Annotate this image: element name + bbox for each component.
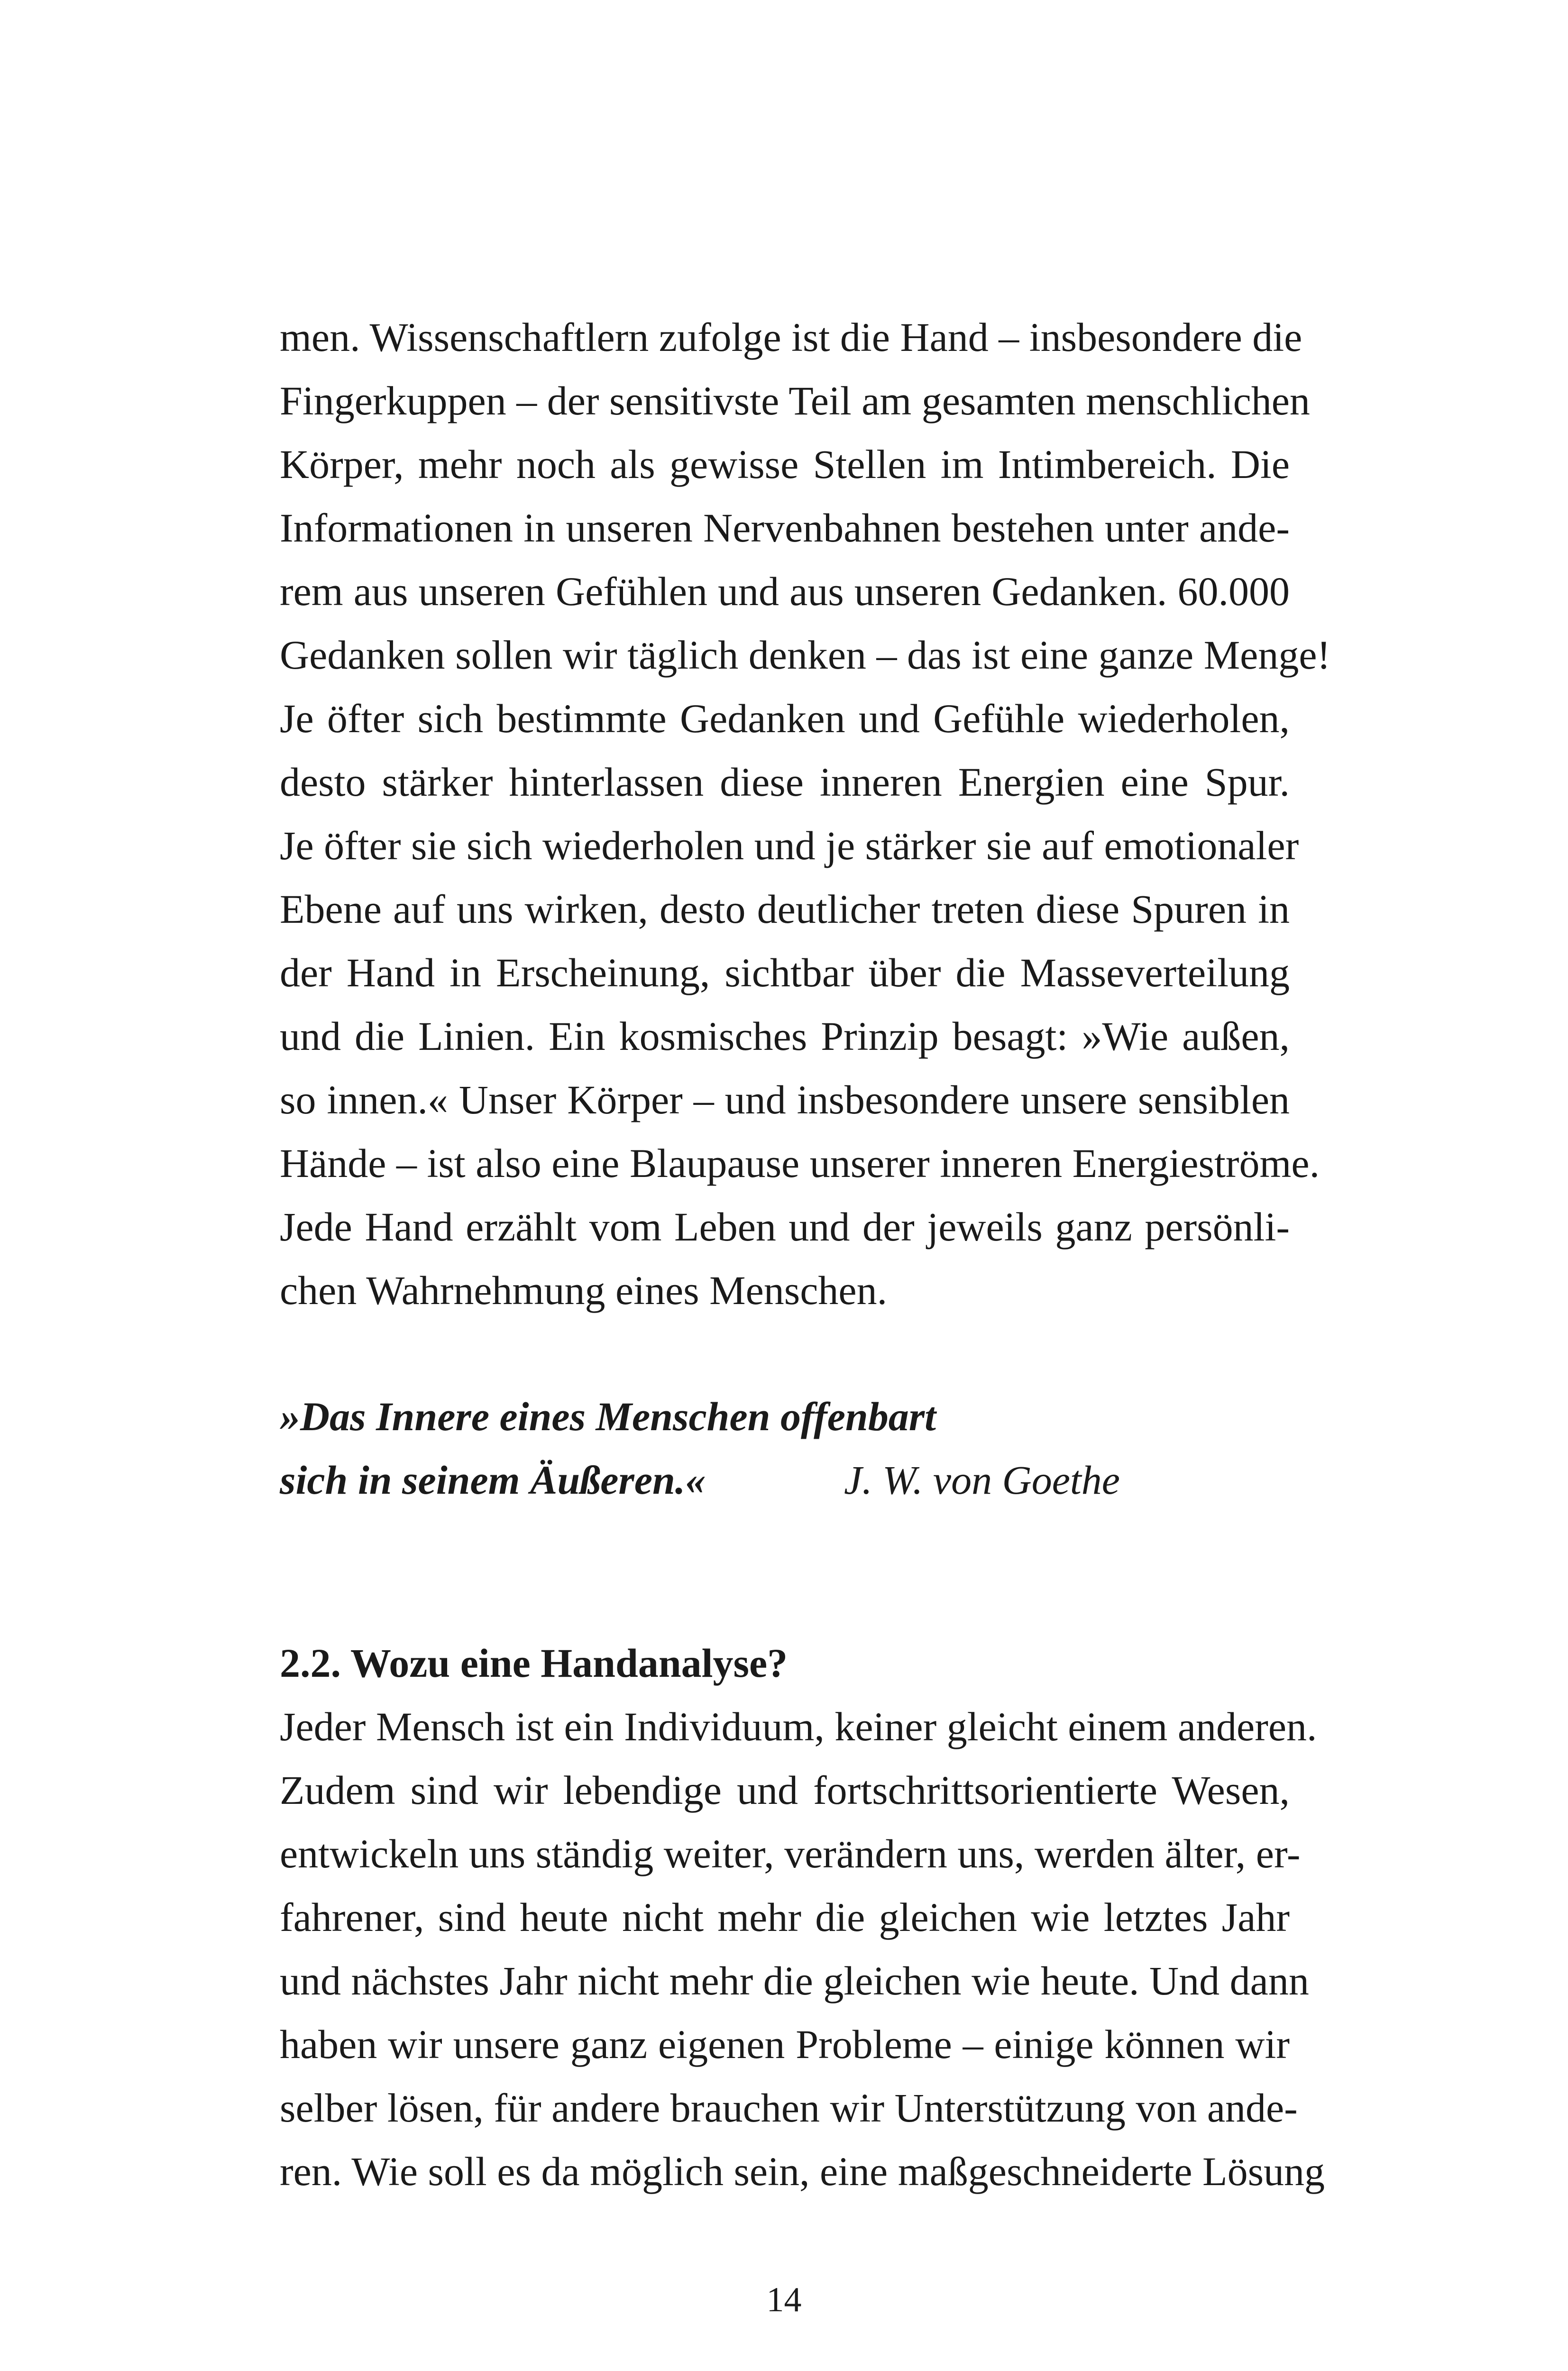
text-line: Informationen in unseren Nervenbahnen bestehen unter ande- — [280, 505, 1290, 551]
text-line: desto stärker hinterlassen diese inneren Energien eine Spur. — [280, 759, 1290, 805]
page-number: 14 — [766, 2280, 802, 2319]
text-line: Ebene auf uns wirken, desto deutlicher treten diese Spuren in — [280, 886, 1290, 932]
text-line: Zudem sind wir lebendige und fortschrittsorientierte Wesen, — [280, 1767, 1290, 1813]
text-line: chen Wahrnehmung eines Menschen. — [280, 1268, 888, 1313]
text-line: Jede Hand erzählt vom Leben und der jeweils ganz persönli- — [280, 1204, 1290, 1250]
body-paragraph-1 — [280, 305, 1331, 1322]
quote-text: sich in seinem Äußeren.« — [280, 1457, 706, 1503]
text-line: ren. Wie soll es da möglich sein, eine maßgeschneiderte Lösung — [280, 2149, 1325, 2194]
quote-text: »Das Innere eines Menschen offenbart — [280, 1394, 936, 1439]
body-paragraph-2 — [280, 1695, 1325, 2203]
text-line: und die Linien. Ein kosmisches Prinzip besagt: »Wie außen, — [280, 1013, 1290, 1059]
section-heading: 2.2. Wozu eine Handanalyse? — [280, 1640, 788, 1686]
text-line: Körper, mehr noch als gewisse Stellen im Intimbereich. Die — [280, 441, 1290, 487]
quote-line-2 — [280, 1448, 1290, 1512]
quote-block — [280, 1385, 1290, 1512]
text-line: entwickeln uns ständig weiter, verändern uns, werden älter, er- — [280, 1831, 1301, 1876]
text-line: haben wir unsere ganz eigenen Probleme – einige können wir — [280, 2022, 1290, 2067]
text-line: Hände – ist also eine Blaupause unserer inneren Energieströme. — [280, 1140, 1320, 1186]
text-line: Jeder Mensch ist ein Individuum, keiner gleicht einem anderen. — [280, 1704, 1317, 1749]
text-line: rem aus unseren Gefühlen und aus unseren Gedanken. 60.000 — [280, 569, 1290, 614]
text-line: so innen.« Unser Körper – und insbesondere unsere sensiblen — [280, 1077, 1290, 1122]
quote-author: J. W. von Goethe — [844, 1457, 1120, 1503]
text-line: men. Wissenschaftlern zufolge ist die Hand – insbesondere die — [280, 314, 1302, 360]
quote-line-1 — [280, 1385, 1290, 1448]
text-line: fahrener, sind heute nicht mehr die gleichen wie letztes Jahr — [280, 1894, 1290, 1940]
text-line: Je öfter sich bestimmte Gedanken und Gefühle wiederholen, — [280, 696, 1290, 741]
text-line: selber lösen, für andere brauchen wir Unterstützung von ande- — [280, 2085, 1298, 2131]
text-line: und nächstes Jahr nicht mehr die gleichen wie heute. Und dann — [280, 1958, 1309, 2003]
text-line: Je öfter sie sich wiederholen und je stärker sie auf emotionaler — [280, 823, 1299, 868]
text-line: Gedanken sollen wir täglich denken – das ist eine ganze Menge! — [280, 632, 1331, 678]
text-line: der Hand in Erscheinung, sichtbar über die Masseverteilung — [280, 950, 1290, 995]
text-line: Fingerkuppen – der sensitivste Teil am gesamten menschlichen — [280, 378, 1310, 423]
